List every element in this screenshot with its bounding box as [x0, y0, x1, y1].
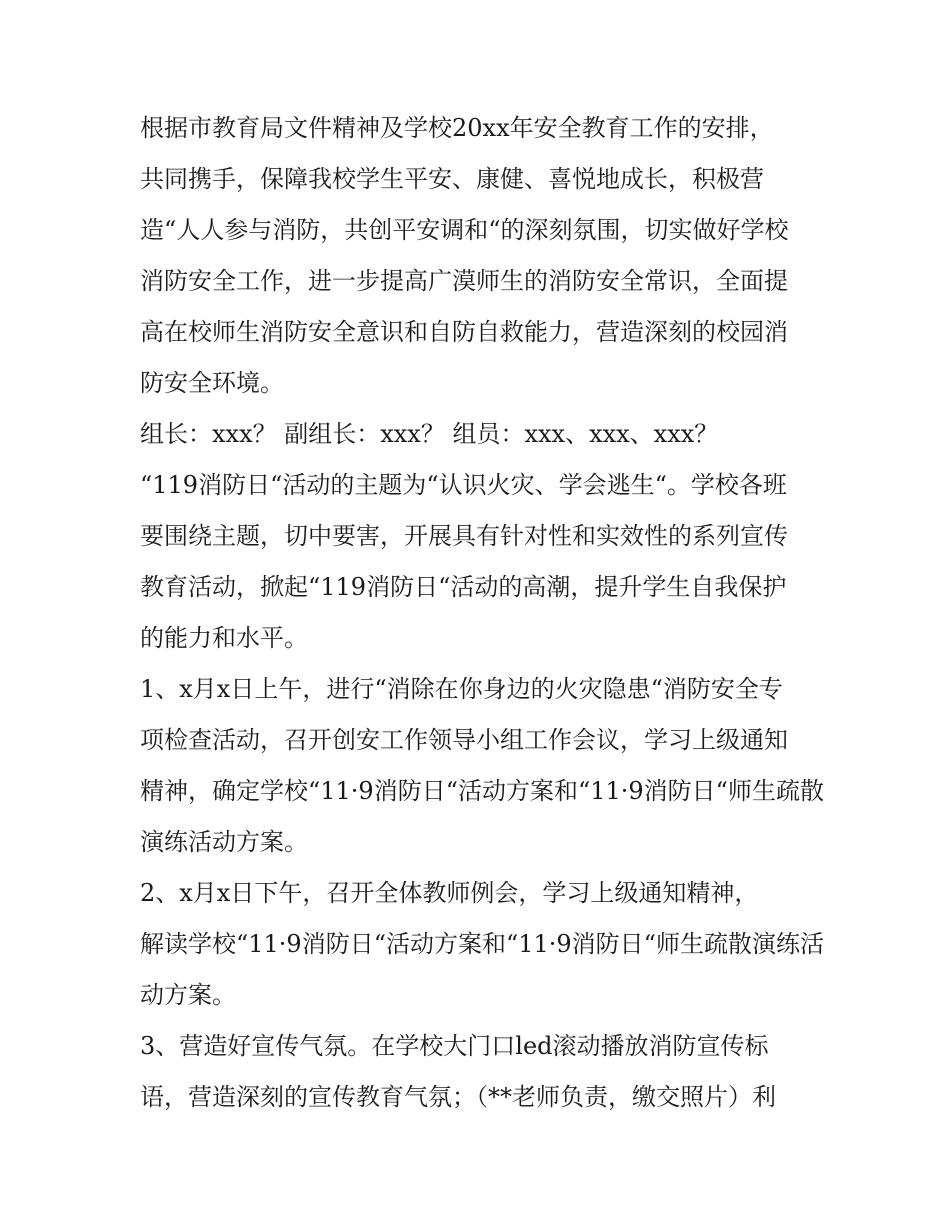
- text-line: 消防安全工作，进一步提高广漠师生的消防安全常识，全面提: [140, 267, 788, 295]
- text-line: 演练活动方案。: [140, 828, 308, 856]
- text-line: 解读学校“11·9消防日“活动方案和“11·9消防日“师生疏散演练活: [140, 930, 824, 958]
- text-line: 教育活动，掀起“119消防日“活动的高潮，提升学生自我保护: [140, 573, 787, 601]
- paragraph-theme: [140, 460, 830, 664]
- text-line: 组长：xxx？ 副组长：xxx？ 组员：xxx、xxx、xxx？: [140, 420, 719, 448]
- paragraph-team: [140, 409, 830, 460]
- text-line: 防安全环境。: [140, 369, 284, 397]
- text-line: 1、x月x日上午，进行“消除在你身边的火灾隐患“消防安全专: [140, 675, 783, 703]
- text-line: 项检查活动，召开创安工作领导小组工作会议，学习上级通知: [140, 726, 788, 754]
- paragraph-intro: [140, 103, 830, 409]
- text-line: 语，营造深刻的宣传教育气氛；（**老师负责，缴交照片）利: [140, 1083, 776, 1111]
- paragraph-item-1: [140, 664, 830, 868]
- text-line: 高在校师生消防安全意识和自防自救能力，营造深刻的校园消: [140, 318, 788, 346]
- text-line: 精神，确定学校“11·9消防日“活动方案和“11·9消防日“师生疏散: [140, 777, 824, 805]
- text-line: 动方案。: [140, 981, 236, 1009]
- text-line: 造“人人参与消防，共创平安调和“的深刻氛围，切实做好学校: [140, 216, 789, 244]
- document-body: [140, 103, 830, 1123]
- paragraph-item-3: [140, 1021, 830, 1123]
- text-line: 根据市教育局文件精神及学校20xx年安全教育工作的安排，: [140, 114, 774, 142]
- paragraph-item-2: [140, 868, 830, 1021]
- text-line: 3、营造好宣传气氛。在学校大门口led滚动播放消防宣传标: [140, 1032, 769, 1060]
- text-line: 2、x月x日下午，召开全体教师例会，学习上级通知精神，: [140, 879, 759, 907]
- text-line: 要围绕主题，切中要害，开展具有针对性和实效性的系列宣传: [140, 522, 788, 550]
- text-line: “119消防日“活动的主题为“认识火灾、学会逃生“。学校各班: [140, 471, 787, 499]
- text-line: 共同携手，保障我校学生平安、康健、喜悦地成长，积极营: [140, 165, 764, 193]
- text-line: 的能力和水平。: [140, 624, 308, 652]
